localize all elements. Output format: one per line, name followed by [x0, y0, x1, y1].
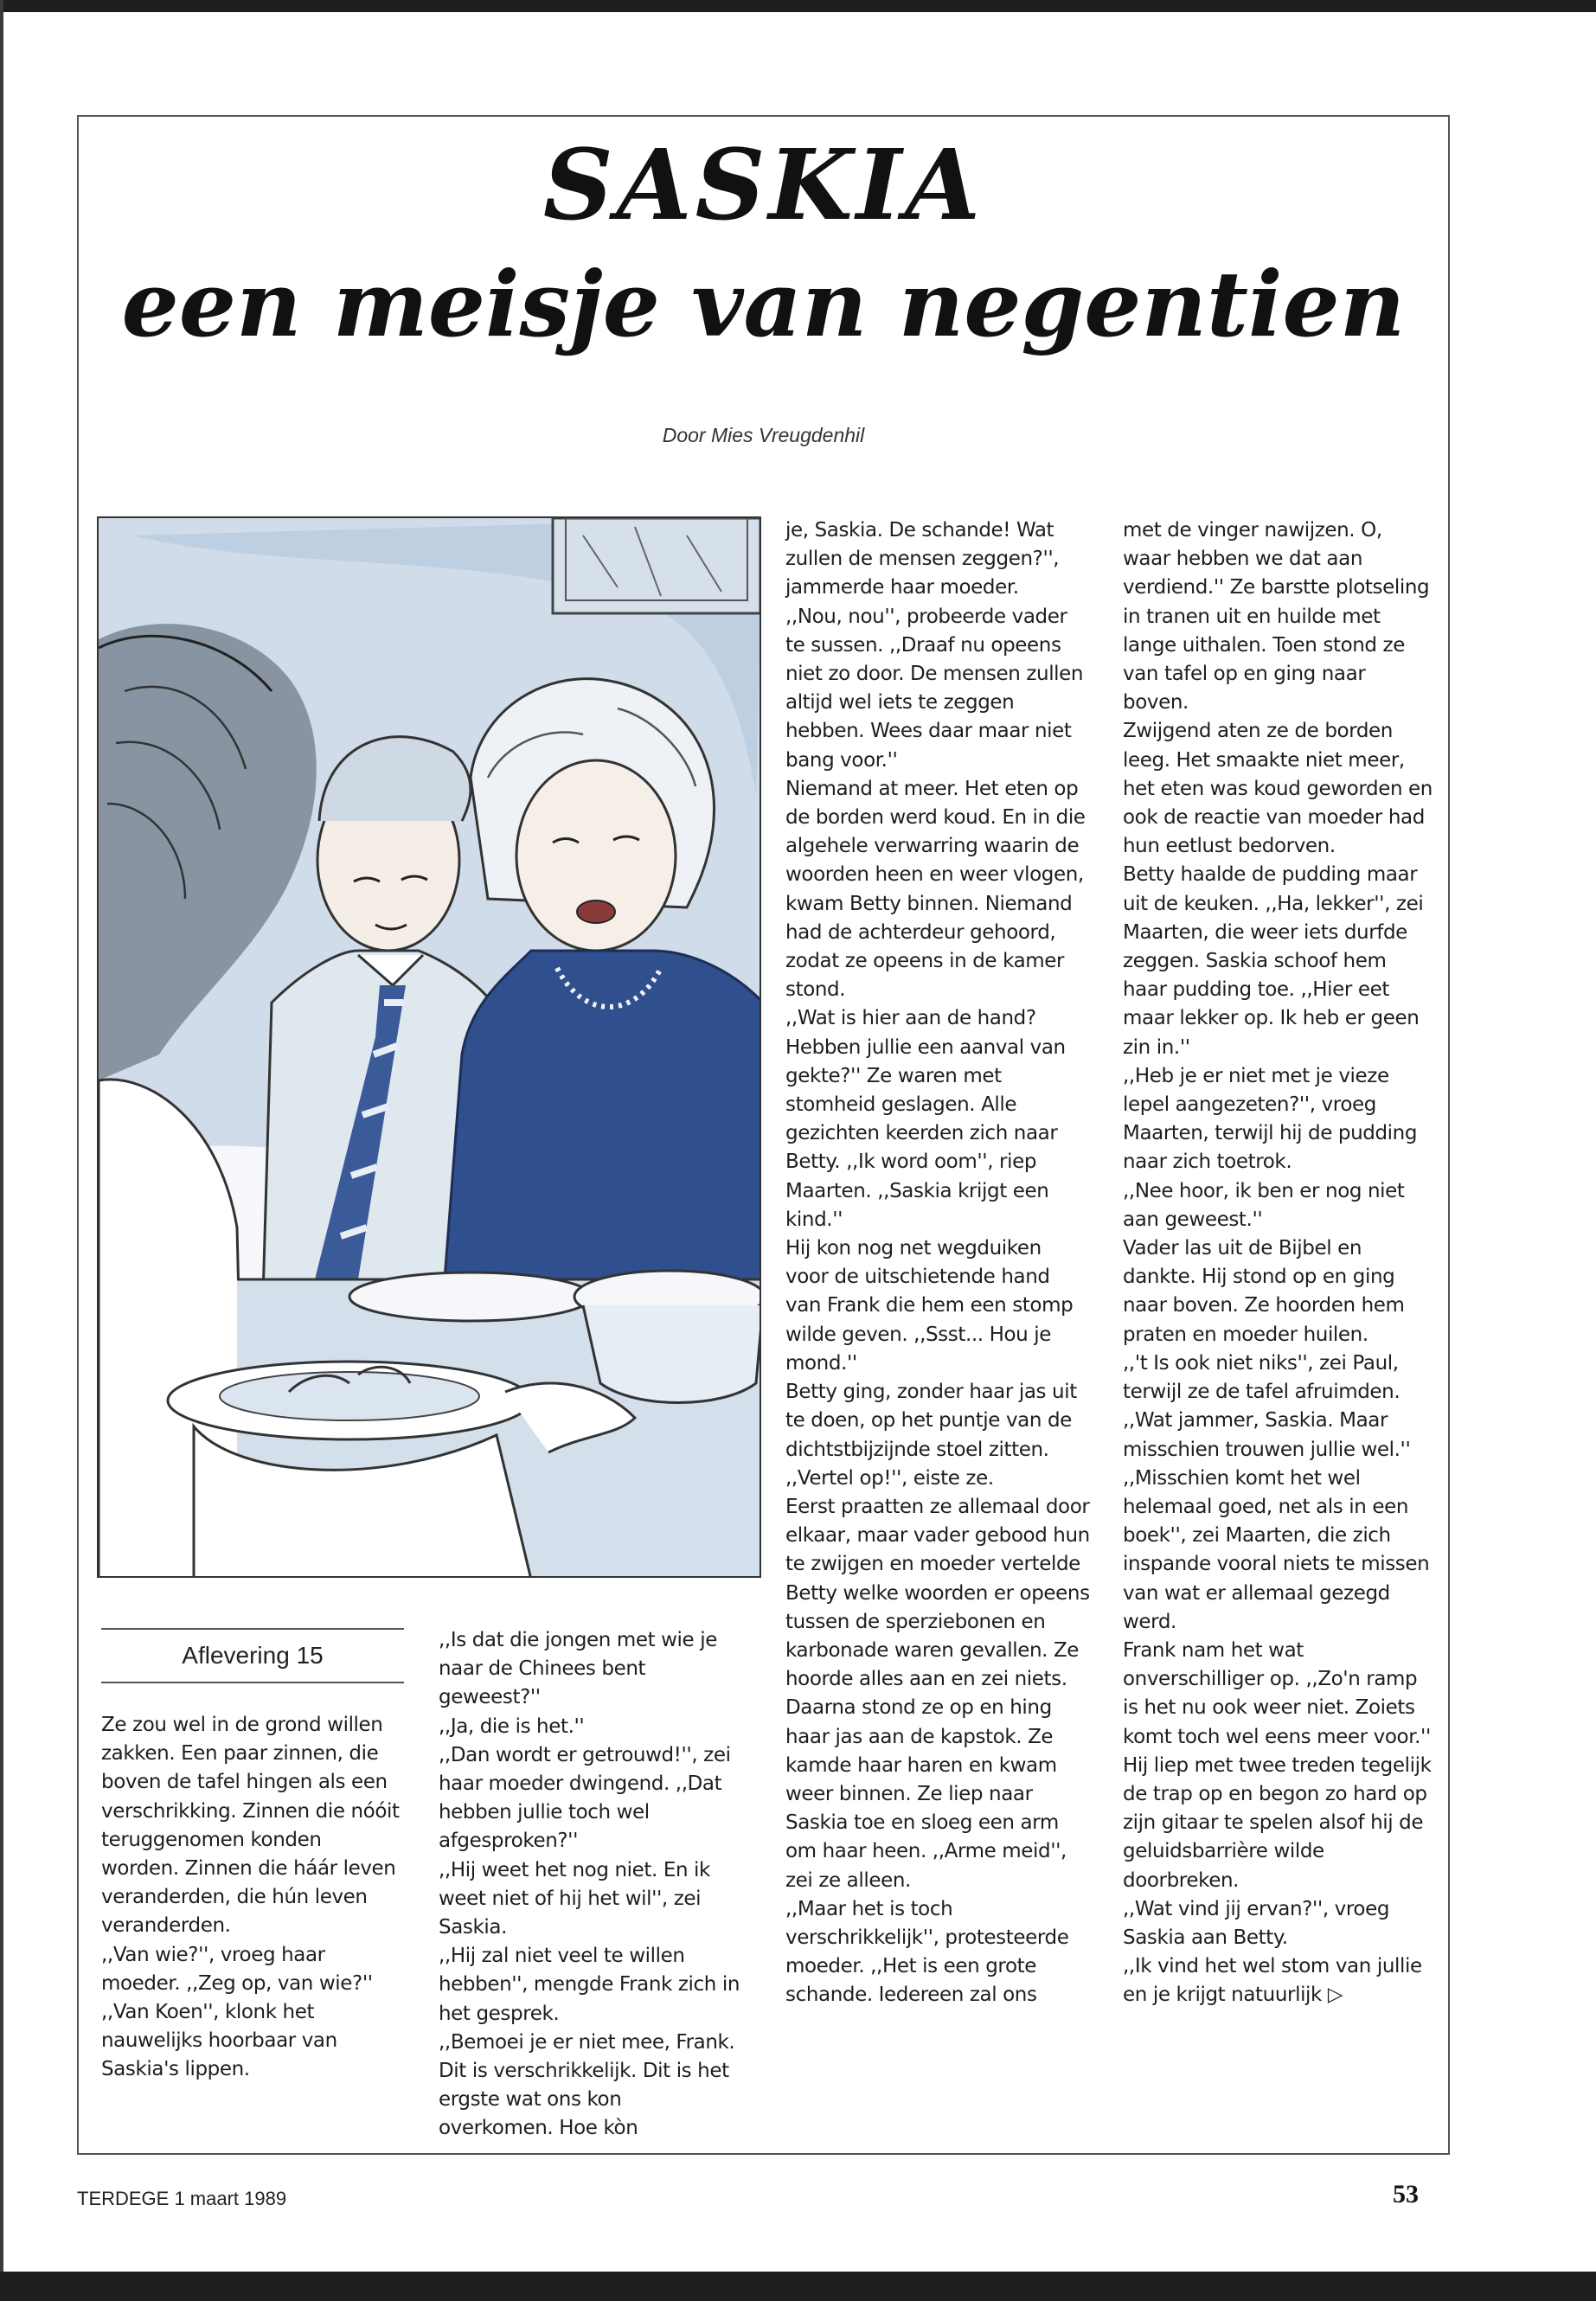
paragraph: Eerst praatten ze allemaal door elkaar, maar vader gebood hun te zwijgen en moeder vertelde Betty welke woorden er opeens tussen de sperziebonen en karbonade waren gevallen. Ze hoorde alles aan en zei niets. Daarna stond ze op en hing haar jas aan de kapstok. Ze kamde haar haren en kwam weer binnen. Ze liep naar Saskia toe en sloeg een arm om haar heen. ,,Arme meid'', zei ze alleen.: [785, 1495, 1090, 1892]
paragraph: ,,Is dat die jongen met wie je naar de Chinees bent geweest?'': [439, 1629, 717, 1709]
byline: Door Mies Vreugdenhil: [662, 424, 865, 446]
paragraph: Zwijgend aten ze de borden leeg. Het smaakte niet meer, het eten was koud geworden en ook de reactie van moeder had hun eetlust bedorven.: [1123, 720, 1433, 858]
scan-edge-top: [0, 0, 1596, 12]
paragraph: ,,Hij zal niet veel te willen hebben'', mengde Frank zich in het gesprek.: [439, 1945, 740, 2025]
story-illustration: [97, 516, 761, 1578]
paragraph: ,,Heb je er niet met je vieze lepel aangezeten?'', vroeg Maarten, terwijl hij de pudding naar zich toetrok.: [1123, 1064, 1418, 1174]
family-scene-drawing: [99, 518, 761, 1578]
paragraph: ,,Wat is hier aan de hand? Hebben jullie een aanval van gekte?'' Ze waren met stomheid geslagen. Alle gezichten keerden zich naar Betty. ,,Ik word oom'', riep Maarten. ,,Saskia krijgt een kind.'': [785, 1007, 1066, 1231]
paragraph: Ze zou wel in de grond willen zakken. Een paar zinnen, die boven de tafel hingen als een verschrikking. Zinnen die nóóit teruggenomen konden worden. Zinnen die háár leven veranderden, die hún leven veranderden.: [101, 1714, 400, 1938]
publication-footer: TERDEGE 1 maart 1989: [77, 2188, 287, 2209]
paragraph: je, Saskia. De schande! Wat zullen de mensen zeggen?'', jammerde haar moeder.: [785, 519, 1060, 599]
text-column-4: [1123, 516, 1434, 2010]
paragraph: ,,Misschien komt het wel helemaal goed, net als in een boek'', zei Maarten, die zich inspande vooral niets te missen van wat er allemaal gezegd werd.: [1123, 1466, 1430, 1633]
paragraph: ,,Ja, die is het.'': [439, 1715, 585, 1738]
paragraph: Hij kon nog net wegduiken voor de uitschietende hand van Frank die hem een stomp wilde geven. ,,Ssst... Hou je mond.'': [785, 1237, 1074, 1375]
paragraph: ,,Hij weet het nog niet. En ik weet niet of hij het wil'', zei Saskia.: [439, 1858, 710, 1939]
scan-edge-left: [0, 0, 3, 2301]
paragraph: ,,Nee hoor, ik ben er nog niet aan geweest.'': [1123, 1179, 1405, 1231]
paragraph: ,,Dan wordt er getrouwd!'', zei haar moeder dwingend. ,,Dat hebben jullie toch wel afgesproken?'': [439, 1743, 731, 1853]
text-column-3: [785, 516, 1090, 2010]
paragraph: Betty ging, zonder haar jas uit te doen, op het puntje van de dichtstbijzijnde stoel zitten. ,,Vertel op!'', eiste ze.: [785, 1381, 1077, 1490]
paragraph: ,,Maar het is toch verschrikkelijk'', protesteerde moeder. ,,Het is een grote schande. Iedereen zal ons: [785, 1897, 1069, 2007]
scan-edge-bottom: [0, 2272, 1596, 2301]
paragraph: ,,Bemoei je er niet mee, Frank. Dit is verschrikkelijk. Dit is het ergste wat ons kon overkomen. Hoe kòn: [439, 2030, 735, 2140]
paragraph: Vader las uit de Bijbel en dankte. Hij stond op en ging naar boven. Ze hoorden hem praten en moeder huilen.: [1123, 1237, 1405, 1346]
paragraph: Frank nam het wat onverschilliger op. ,,Zo'n ramp is het nu ook weer niet. Zoiets komt toch wel eens meer voor.'' Hij liep met twee treden tegelijk de trap op en begon zo hard op zijn gitaar te spelen alsof hij de geluidsbarrière wilde doorbreken.: [1123, 1638, 1432, 1892]
paragraph: Betty haalde de pudding maar uit de keuken. ,,Ha, lekker'', zei Maarten, die weer iets durfde zeggen. Saskia schoof hem haar pudding toe. ,,Hier eet maar lekker op. Ik heb er geen zin in.'': [1123, 863, 1424, 1059]
paragraph: ,,Van Koen'', klonk het nauwelijks hoorbaar van Saskia's lippen.: [101, 2001, 337, 2081]
page-number: 53: [1393, 2180, 1419, 2208]
paragraph: ,,Wat vind jij ervan?'', vroeg Saskia aan Betty.: [1123, 1897, 1390, 1949]
paragraph: met de vinger nawijzen. O, waar hebben we dat aan verdiend.'' Ze barstte plotseling in tranen uit en huilde met lange uithalen. Toen stond ze van tafel op en ging naar boven.: [1123, 519, 1430, 715]
article-title: SASKIA: [542, 129, 984, 242]
paragraph: ,,Ik vind het wel stom van jullie en je krijgt natuurlijk ▷: [1123, 1955, 1422, 2007]
paragraph: ,,'t Is ook niet niks'', zei Paul, terwijl ze de tafel afruimden. ,,Wat jammer, Saskia. Maar misschien trouwen jullie wel.'': [1123, 1351, 1411, 1461]
paragraph: ,,Nou, nou'', probeerde vader te sussen. ,,Draaf nu opeens niet zo door. De mensen zullen altijd wel iets te zeggen hebben. Wees daar maar niet bang voor.'': [785, 605, 1084, 772]
article-subtitle: een meisje van negentien: [121, 251, 1406, 357]
paragraph: ,,Van wie?'', vroeg haar moeder. ,,Zeg op, van wie?'': [101, 1943, 373, 1995]
episode-label: Aflevering 15: [101, 1628, 404, 1683]
paragraph: Niemand at meer. Het eten op de borden werd koud. En in die algehele verwarring waarin de woorden heen en weer vlogen, kwam Betty binnen. Niemand had de achterdeur gehoord, zodat ze opeens in de kamer stond.: [785, 777, 1086, 1002]
text-column-2: [439, 1626, 741, 2144]
text-column-1: [101, 1711, 404, 2085]
